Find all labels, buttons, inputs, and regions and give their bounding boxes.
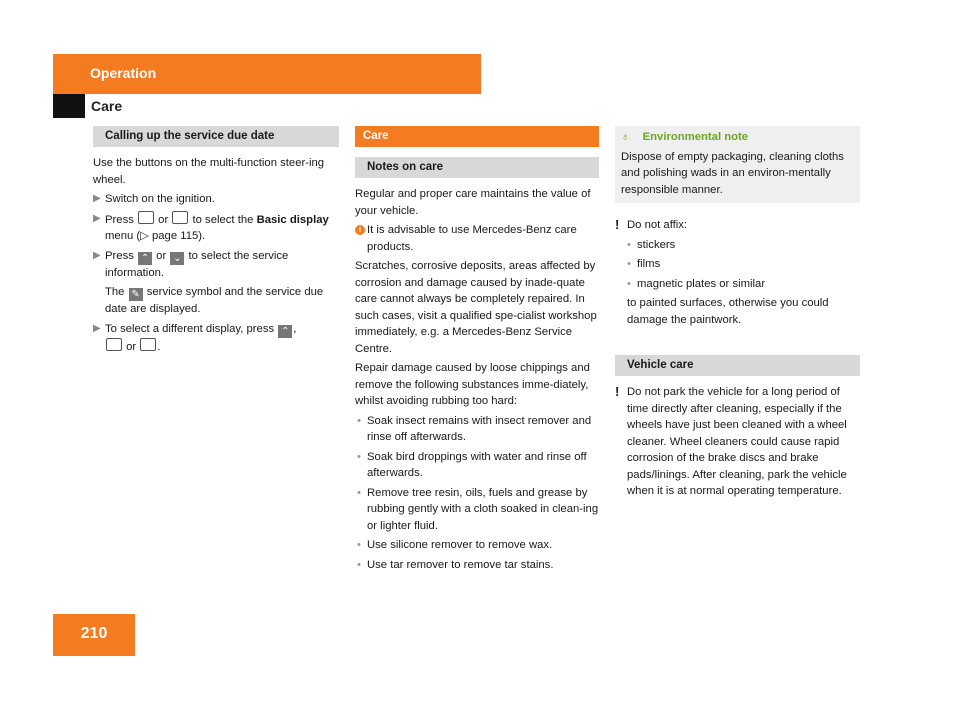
heading-vehicle-care: Vehicle care: [615, 355, 860, 376]
list-item: • Use tar remover to remove tar stains.: [357, 558, 554, 571]
step-service-info: ▶ Press ⌃ or ⌄ to select the service information.: [93, 249, 289, 279]
warning-icon: !: [615, 384, 620, 399]
list-item: • Use silicone remover to remove wax.: [357, 539, 553, 551]
menu-button-icon: [138, 211, 154, 224]
column-vehicle-care: [615, 126, 860, 503]
menu-button-icon: [106, 338, 122, 351]
chevron-down-icon: ⌄: [170, 252, 184, 265]
marker-block: [53, 94, 85, 118]
info-note: i It is advisable to use Mercedes-Benz care products.: [355, 222, 599, 255]
step-different-display: ▶ To select a different display, press ⌃ , or .: [93, 322, 297, 353]
care-intro: Regular and proper care maintains the value of your vehicle.: [355, 188, 591, 217]
wrench-icon: ✎: [129, 288, 143, 301]
warning-parking: ! Do not park the vehicle for a long period of time directly after cleaning, especially if the wheels have just been cleaned with a wheel cleaner. Wheel cleaners could cause rapid corrosion of the brake discs and brake pads/linings. After cleaning, park the vehicle when it is at normal operating temperature.: [615, 384, 847, 497]
section-title: Operation: [90, 65, 157, 81]
leaf-icon: ♁: [621, 131, 630, 143]
list-item: • stickers: [627, 238, 676, 251]
column-service-due-date: [93, 126, 339, 358]
arrow-right-icon: ▶: [93, 249, 101, 261]
environmental-note-title: Environmental note: [642, 131, 749, 143]
arrow-right-icon: ▶: [93, 212, 101, 224]
environmental-note: [615, 126, 860, 203]
page-number: 210: [80, 625, 108, 642]
list-item: • magnetic plates or similar: [627, 277, 766, 290]
service-symbol-note: The ✎ service symbol and the service due date are displayed.: [105, 286, 324, 315]
list-item: • Soak insect remains with insect remover and rinse off afterwards.: [357, 414, 592, 443]
list-item: • Remove tree resin, oils, fuels and grease by rubbing gently with a cloth soaked in clean-ing or lighter fluid.: [357, 486, 599, 532]
heading-notes-on-care: Notes on care: [355, 157, 599, 178]
environmental-note-text: Dispose of empty packaging, cleaning cloths and polishing wads in an environ-mentally responsible manner.: [621, 150, 844, 196]
arrow-right-icon: ▶: [93, 193, 101, 204]
list-item: • films: [627, 258, 661, 270]
warning-icon: !: [615, 217, 620, 232]
list-item: • Soak bird droppings with water and rinse off afterwards.: [357, 450, 587, 479]
section-tab: [53, 54, 481, 94]
warning-affix: ! Do not affix:: [615, 217, 688, 232]
menu-button-icon: [172, 211, 188, 224]
care-paragraph-2: Repair damage caused by loose chippings and remove the following substances imme-diately, whilst avoiding rubbing too hard:: [355, 362, 590, 407]
chevron-up-icon: ⌃: [278, 325, 292, 338]
care-paragraph-1: Scratches, corrosive deposits, areas affected by corrosion and damage caused by inade-quate care cannot always be completely repaired. In such cases, visit a qualified spe-cialist workshop immediately, e.g. a Mercedes-Benz Service Centre.: [355, 260, 597, 355]
subsection-title: Care: [91, 98, 123, 114]
column-care: [355, 126, 599, 576]
arrow-right-icon: ▶: [93, 322, 101, 334]
step-ignition: ▶ Switch on the ignition.: [93, 191, 339, 208]
heading-service-due-date: Calling up the service due date: [93, 126, 339, 147]
chevron-up-icon: ⌃: [138, 252, 152, 265]
section-bar-care: Care: [355, 126, 599, 147]
step-basic-display: ▶ Press or to select the Basic display menu (▷ page 115).: [93, 212, 329, 242]
menu-button-icon: [140, 338, 156, 351]
info-icon: i: [355, 225, 365, 235]
page-number-box: [53, 614, 135, 656]
warning-affix-tail: to painted surfaces, otherwise you could damage the paintwork.: [627, 297, 829, 326]
intro-text: Use the buttons on the multi-function steer-ing wheel.: [93, 157, 325, 186]
